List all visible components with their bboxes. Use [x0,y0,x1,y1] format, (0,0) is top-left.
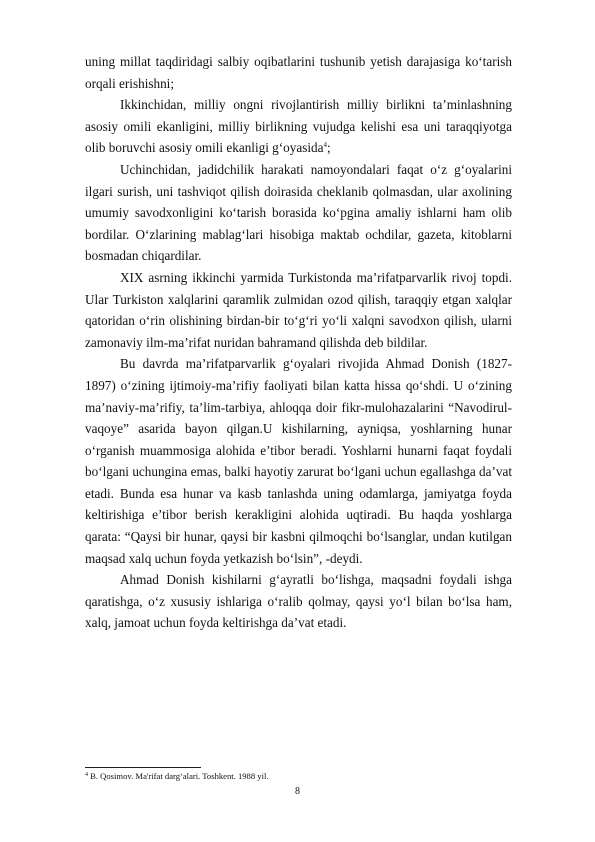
paragraph-2-text: Ikkinchidan, milliy ongni rivojlantirish milliy birlikni ta’minlashning asosiy omili ekanligini, milliy birlikning vujudga kelishi esa uni taraqqiyotga olib boruvchi asosiy omili ekanligi g‘oyasida [85,97,512,156]
paragraph-2-end: ; [326,140,331,156]
paragraph-4 [85,267,512,353]
paragraph-5 [85,353,512,569]
paragraph-3-text: Uchinchidan, jadidchilik harakati namoyondalari faqat o‘z g‘oyalarini ilgari surish, uni tashviqot qilish doirasida cheklanib qolmasdan, ular axolining umumiy savodxonligini ko‘tarish borasida ko‘pgina amaliy ishlarni ham olib bordilar. O‘zlarining mablag‘lari hisobiga maktab ochdilar, gazeta, kitoblarni bosmadan chiqardilar. [85,161,512,264]
paragraph-4-text: XIX asrning ikkinchi yarmida Turkistonda ma’rifatparvarlik rivoj topdi. Ular Turkiston xalqlarini qaramlik zulmidan ozod qilish, taraqqiy etgan xalqlar qatoridan o‘rin olishining birdan-bir to‘g‘ri yo‘li xalqni savodxon qilish, ularni zamonaviy ilm-ma’rifat nuridan bahramand qilishda deb bildilar. [85,269,512,350]
page-number: 8 [295,786,300,797]
paragraph-2 [85,94,512,159]
paragraph-6 [85,569,512,634]
footnote-reference[interactable]: 4 [323,141,327,150]
paragraph-3 [85,159,512,267]
paragraph-6-text: Ahmad Donish kishilarni g‘ayratli bo‘lishga, maqsadni foydali ishga qaratishga, o‘z xususiy ishlariga o‘ralib qolmay, qaysi yo‘l bilan bo‘lsa ham, xalq, jamoat uchun foyda keltirishga da’vat etadi. [85,572,512,631]
paragraph-1-text: uning millat taqdiridagi salbiy oqibatlarini tushunib yetish darajasiga ko‘tarish orqali erishishni; [85,54,512,91]
document-body [85,51,512,634]
footnote-divider [85,767,201,768]
footnote-text: B. Qosimov. Ma'rifat darg‘alari. Toshkent. 1988 yil. [88,771,269,781]
footnote-mark: 4 [85,772,88,778]
paragraph-5-text: Bu davrda ma’rifatparvarlik g‘oyalari rivojida Ahmad Donish (1827-1897) o‘zining ijtimoiy-ma’rifiy faoliyati bilan katta hissa qo‘shdi. U o‘zining ma’naviy-ma’rifiy, ta’lim-tarbiya, ahloqqa doir fikr-mulohazalarini “Navodirul-vaqoye” asarida bayon qilgan.U kishilarning, ayniqsa, yoshlarning hunar o‘rganish muammosiga alohida e’tibor beradi. Yoshlarni hunarni faqat foydali bo‘lgani uchungina emas, balki hayotiy zarurat bo‘lgani uchun egallashga da’vat etadi. Bunda esa hunar va kasb tanlashda uning odamlarga, jamiyatga foyda keltirishiga e’tibor berish kerakligini alohida uqtiradi. Bu haqda yoshlarga qarata: “Qaysi bir hunar, qaysi bir kasbni qilmoqchi bo‘lsanglar, undan kutilgan maqsad xalq uchun foyda yetkazish bo‘lsin”, -deydi. [85,356,512,566]
footnote [85,771,512,782]
paragraph-1 [85,51,512,94]
